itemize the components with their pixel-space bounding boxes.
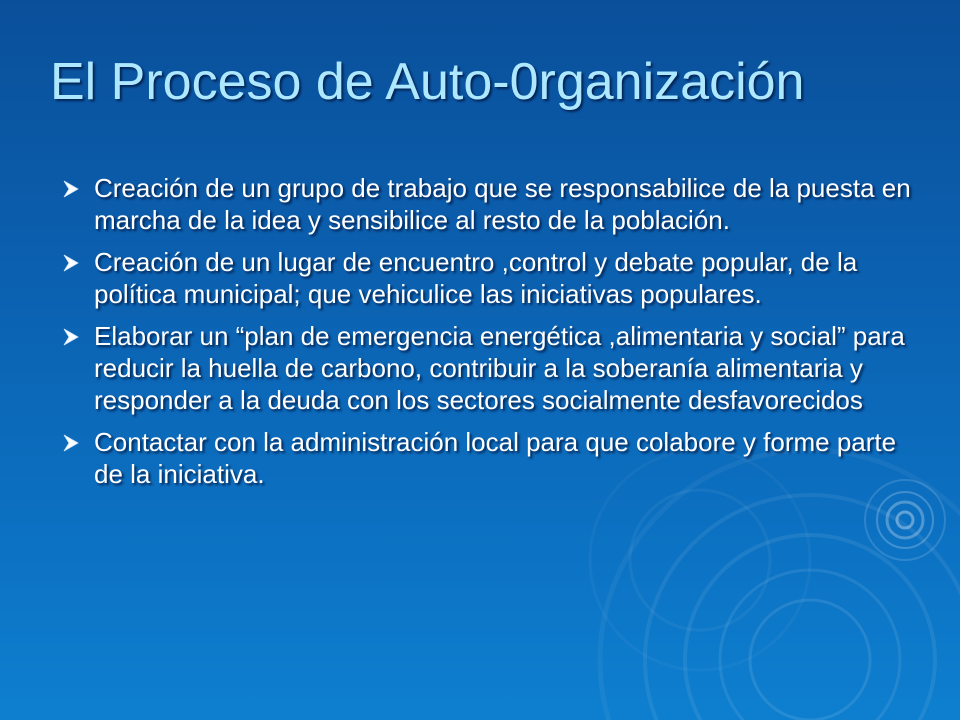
arrow-bullet-icon bbox=[62, 254, 94, 272]
bullet-list bbox=[62, 172, 912, 500]
bullet-item bbox=[62, 246, 912, 310]
bullet-text: Creación de un grupo de trabajo que se responsabilice de la puesta en marcha de la idea y sensibilice al resto de la población. bbox=[94, 173, 911, 235]
bullet-text: Elaborar un “plan de emergencia energética ,alimentaria y social” para reducir la huella de carbono, contribuir a la soberanía alimentaria y responder a la deuda con los sectores socialmente desfavorecidos bbox=[94, 321, 905, 415]
bullet-text: Contactar con la administración local para que colabore y forme parte de la iniciativa. bbox=[94, 427, 897, 489]
bullet-text: Creación de un lugar de encuentro ,control y debate popular, de la política municipal; que vehiculice las iniciativas populares. bbox=[94, 247, 858, 309]
bullet-item bbox=[62, 172, 912, 236]
bullet-item bbox=[62, 426, 912, 490]
slide-title: El Proceso de Auto-0rganización bbox=[50, 53, 805, 111]
bullet-item bbox=[62, 320, 912, 416]
arrow-bullet-icon bbox=[62, 434, 94, 452]
arrow-bullet-icon bbox=[62, 180, 94, 198]
arrow-bullet-icon bbox=[62, 328, 94, 346]
